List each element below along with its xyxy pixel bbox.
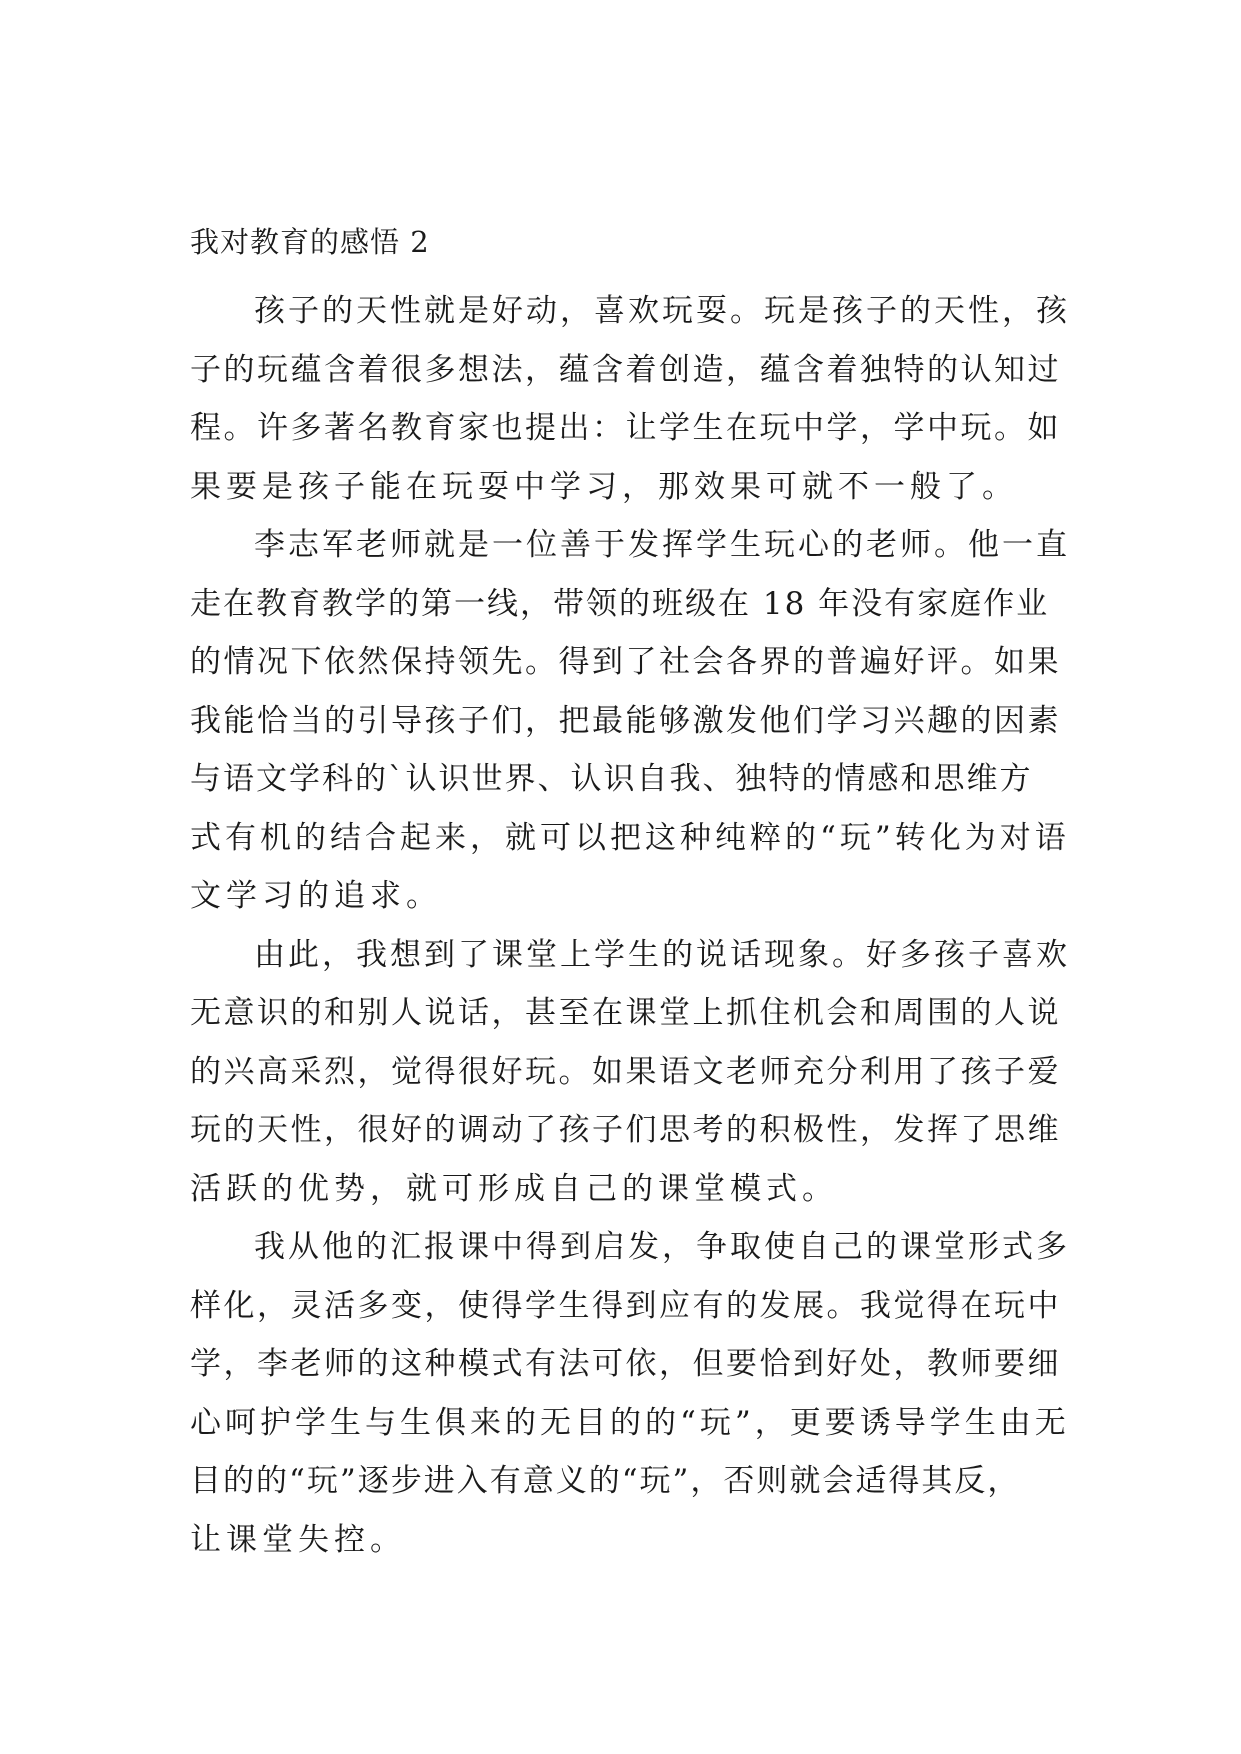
- paragraph-line: 心呵护学生与生俱来的无目的的“玩”，更要诱导学生由无: [190, 1404, 1070, 1441]
- paragraph-1: [190, 282, 1070, 516]
- paragraph-line: 样化，灵活多变，使得学生得到应有的发展。我觉得在玩中: [190, 1287, 1061, 1324]
- paragraph-3: [190, 926, 1070, 1219]
- paragraph-line: 活跃的优势，就可形成自己的课堂模式。: [190, 1170, 838, 1207]
- paragraph-line: 子的玩蕴含着很多想法，蕴含着创造，蕴含着独特的认知过: [190, 351, 1061, 388]
- paragraph-line: 学，李老师的这种模式有法可依，但要恰到好处，教师要细: [190, 1346, 1061, 1382]
- paragraph-2: [190, 516, 1070, 926]
- paragraph-line: 让课堂失控。: [190, 1521, 406, 1558]
- paragraph-line: 我能恰当的引导孩子们，把最能够激发他们学习兴趣的因素: [190, 702, 1061, 739]
- document-body: [190, 282, 1070, 1569]
- paragraph-line: 式有机的结合起来，就可以把这种纯粹的“玩”转化为对语: [190, 819, 1070, 856]
- paragraph-line: 由此，我想到了课堂上学生的说话现象。好多孩子喜欢: [254, 936, 1070, 973]
- paragraph-line: 的情况下依然保持领先。得到了社会各界的普遍好评。如果: [190, 644, 1061, 680]
- paragraph-line: 目的的“玩”逐步进入有意义的“玩”，否则就会适得其反，: [190, 1463, 1021, 1499]
- paragraph-line: 程。许多著名教育家也提出：让学生在玩中学，学中玩。如: [190, 410, 1061, 446]
- paragraph-line: 无意识的和别人说话，甚至在课堂上抓住机会和周围的人说: [190, 995, 1061, 1031]
- paragraph-line: 的兴高采烈，觉得很好玩。如果语文老师充分利用了孩子爱: [190, 1053, 1061, 1090]
- paragraph-line: 走在教育教学的第一线，带领的班级在 18 年没有家庭作业: [190, 585, 1050, 622]
- paragraph-line: 与语文学科的`认识世界、认识自我、独特的情感和思维方: [190, 761, 1033, 797]
- document-title: 我对教育的感悟 2: [190, 225, 430, 259]
- paragraph-line: 我从他的汇报课中得到启发，争取使自己的课堂形式多: [254, 1229, 1070, 1265]
- paragraph-line: 李志军老师就是一位善于发挥学生玩心的老师。他一直: [254, 527, 1070, 563]
- paragraph-line: 文学习的追求。: [190, 878, 442, 914]
- paragraph-line: 果要是孩子能在玩耍中学习，那效果可就不一般了。: [190, 468, 1018, 505]
- paragraph-4: [190, 1218, 1070, 1569]
- paragraph-line: 玩的天性，很好的调动了孩子们思考的积极性，发挥了思维: [190, 1112, 1061, 1148]
- paragraph-line: 孩子的天性就是好动，喜欢玩耍。玩是孩子的天性，孩: [254, 293, 1070, 329]
